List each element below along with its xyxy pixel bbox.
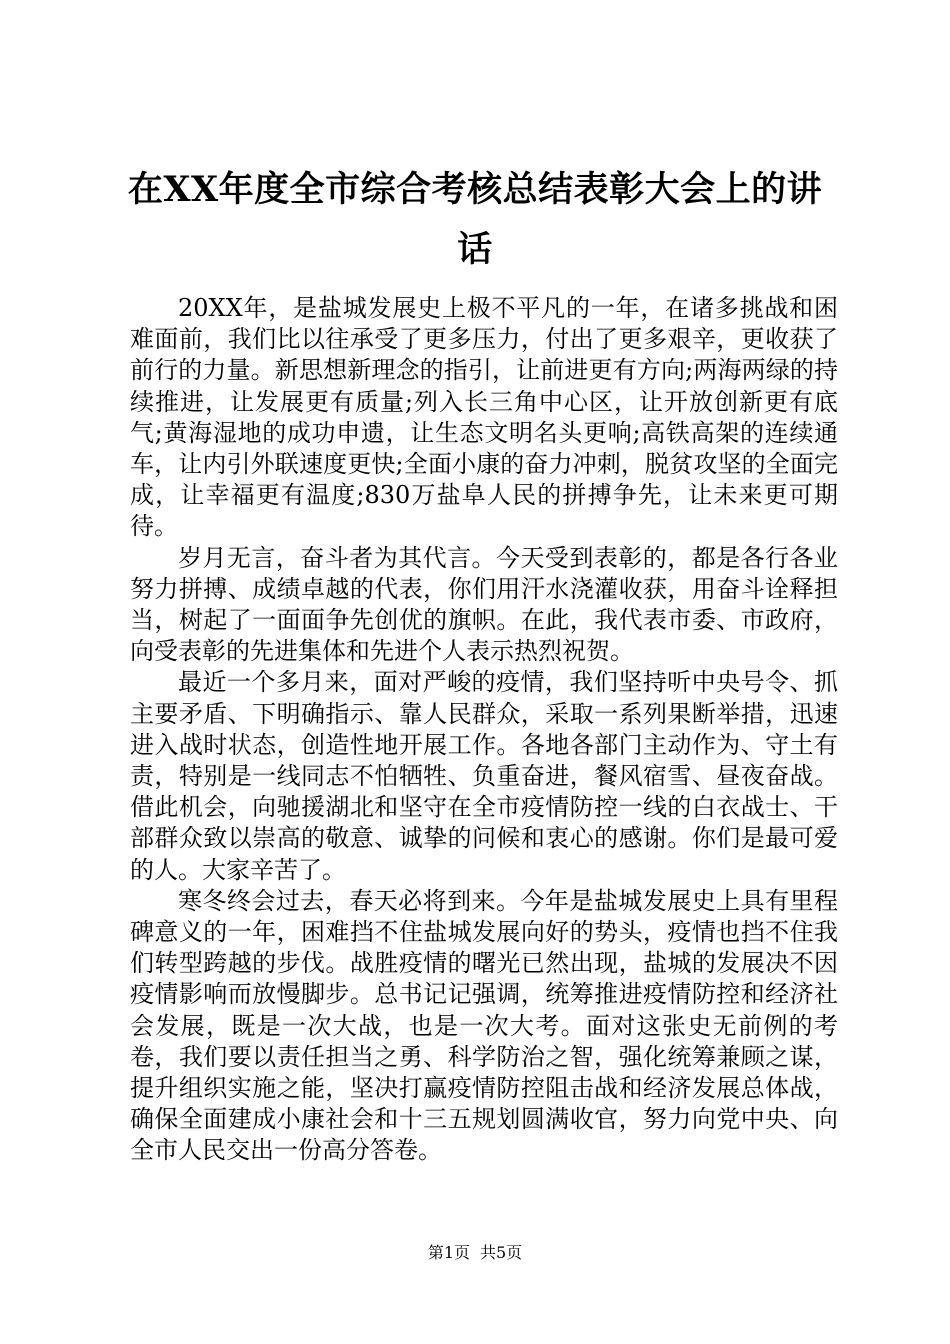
paragraph-1: 20XX年，是盐城发展史上极不平凡的一年，在诸多挑战和困难面前，我们比以往承受了更多压力，付出了更多艰辛，更收获了前行的力量。新思想新理念的指引，让前进更有方向;两海两绿的持续推进，让发展更有质量;列入长三角中心区，让开放创新更有底气;黄海湿地的成功申遗，让生态文明名头更响;高铁高架的连续通车，让内引外联速度更快;全面小康的奋力冲刺，脱贫攻坚的全面完成，让幸福更有温度;830万盐阜人民的拼搏争先，让未来更可期待。	[130, 294, 838, 541]
page-number: 第1页	[427, 1243, 470, 1262]
document-body	[130, 293, 838, 1167]
page-footer	[0, 1243, 950, 1263]
paragraph-2: 岁月无言，奋斗者为其代言。今天受到表彰的，都是各行各业努力拼搏、成绩卓越的代表，你们用汗水浇灌收获，用奋斗诠释担当，树起了一面面争先创优的旗帜。在此，我代表市委、市政府，向受表彰的先进集体和先进个人表示热烈祝贺。	[130, 543, 838, 666]
paragraph-4: 寒冬终会过去，春天必将到来。今年是盐城发展史上具有里程碑意义的一年，困难挡不住盐城发展向好的势头，疫情也挡不住我们转型跨越的步伐。战胜疫情的曙光已然出现，盐城的发展决不因疫情影响而放慢脚步。总书记记强调，统筹推进疫情防控和经济社会发展，既是一次大战，也是一次大考。面对这张史无前例的考卷，我们要以责任担当之勇、科学防治之智，强化统筹兼顾之谋，提升组织实施之能，坚决打赢疫情防控阻击战和经济发展总体战，确保全面建成小康社会和十三五规划圆满收官，努力向党中央、向全市人民交出一份高分答卷。	[130, 886, 838, 1165]
document-title	[100, 160, 850, 280]
paragraph-3: 最近一个多月来，面对严峻的疫情，我们坚持听中央号令、抓主要矛盾、下明确指示、靠人民群众，采取一系列果断举措，迅速进入战时状态，创造性地开展工作。各地各部门主动作为、守土有责，特别是一线同志不怕牺牲、负重奋进，餐风宿雪、昼夜奋战。借此机会，向驰援湖北和坚守在全市疫情防控一线的白衣战士、干部群众致以崇高的敬意、诚挚的问候和衷心的感谢。你们是最可爱的人。大家辛苦了。	[130, 668, 838, 884]
title-line-2: 话	[457, 229, 493, 270]
page-total: 共5页	[480, 1243, 523, 1262]
title-line-1: 在XX年度全市综合考核总结表彰大会上的讲	[127, 169, 823, 210]
